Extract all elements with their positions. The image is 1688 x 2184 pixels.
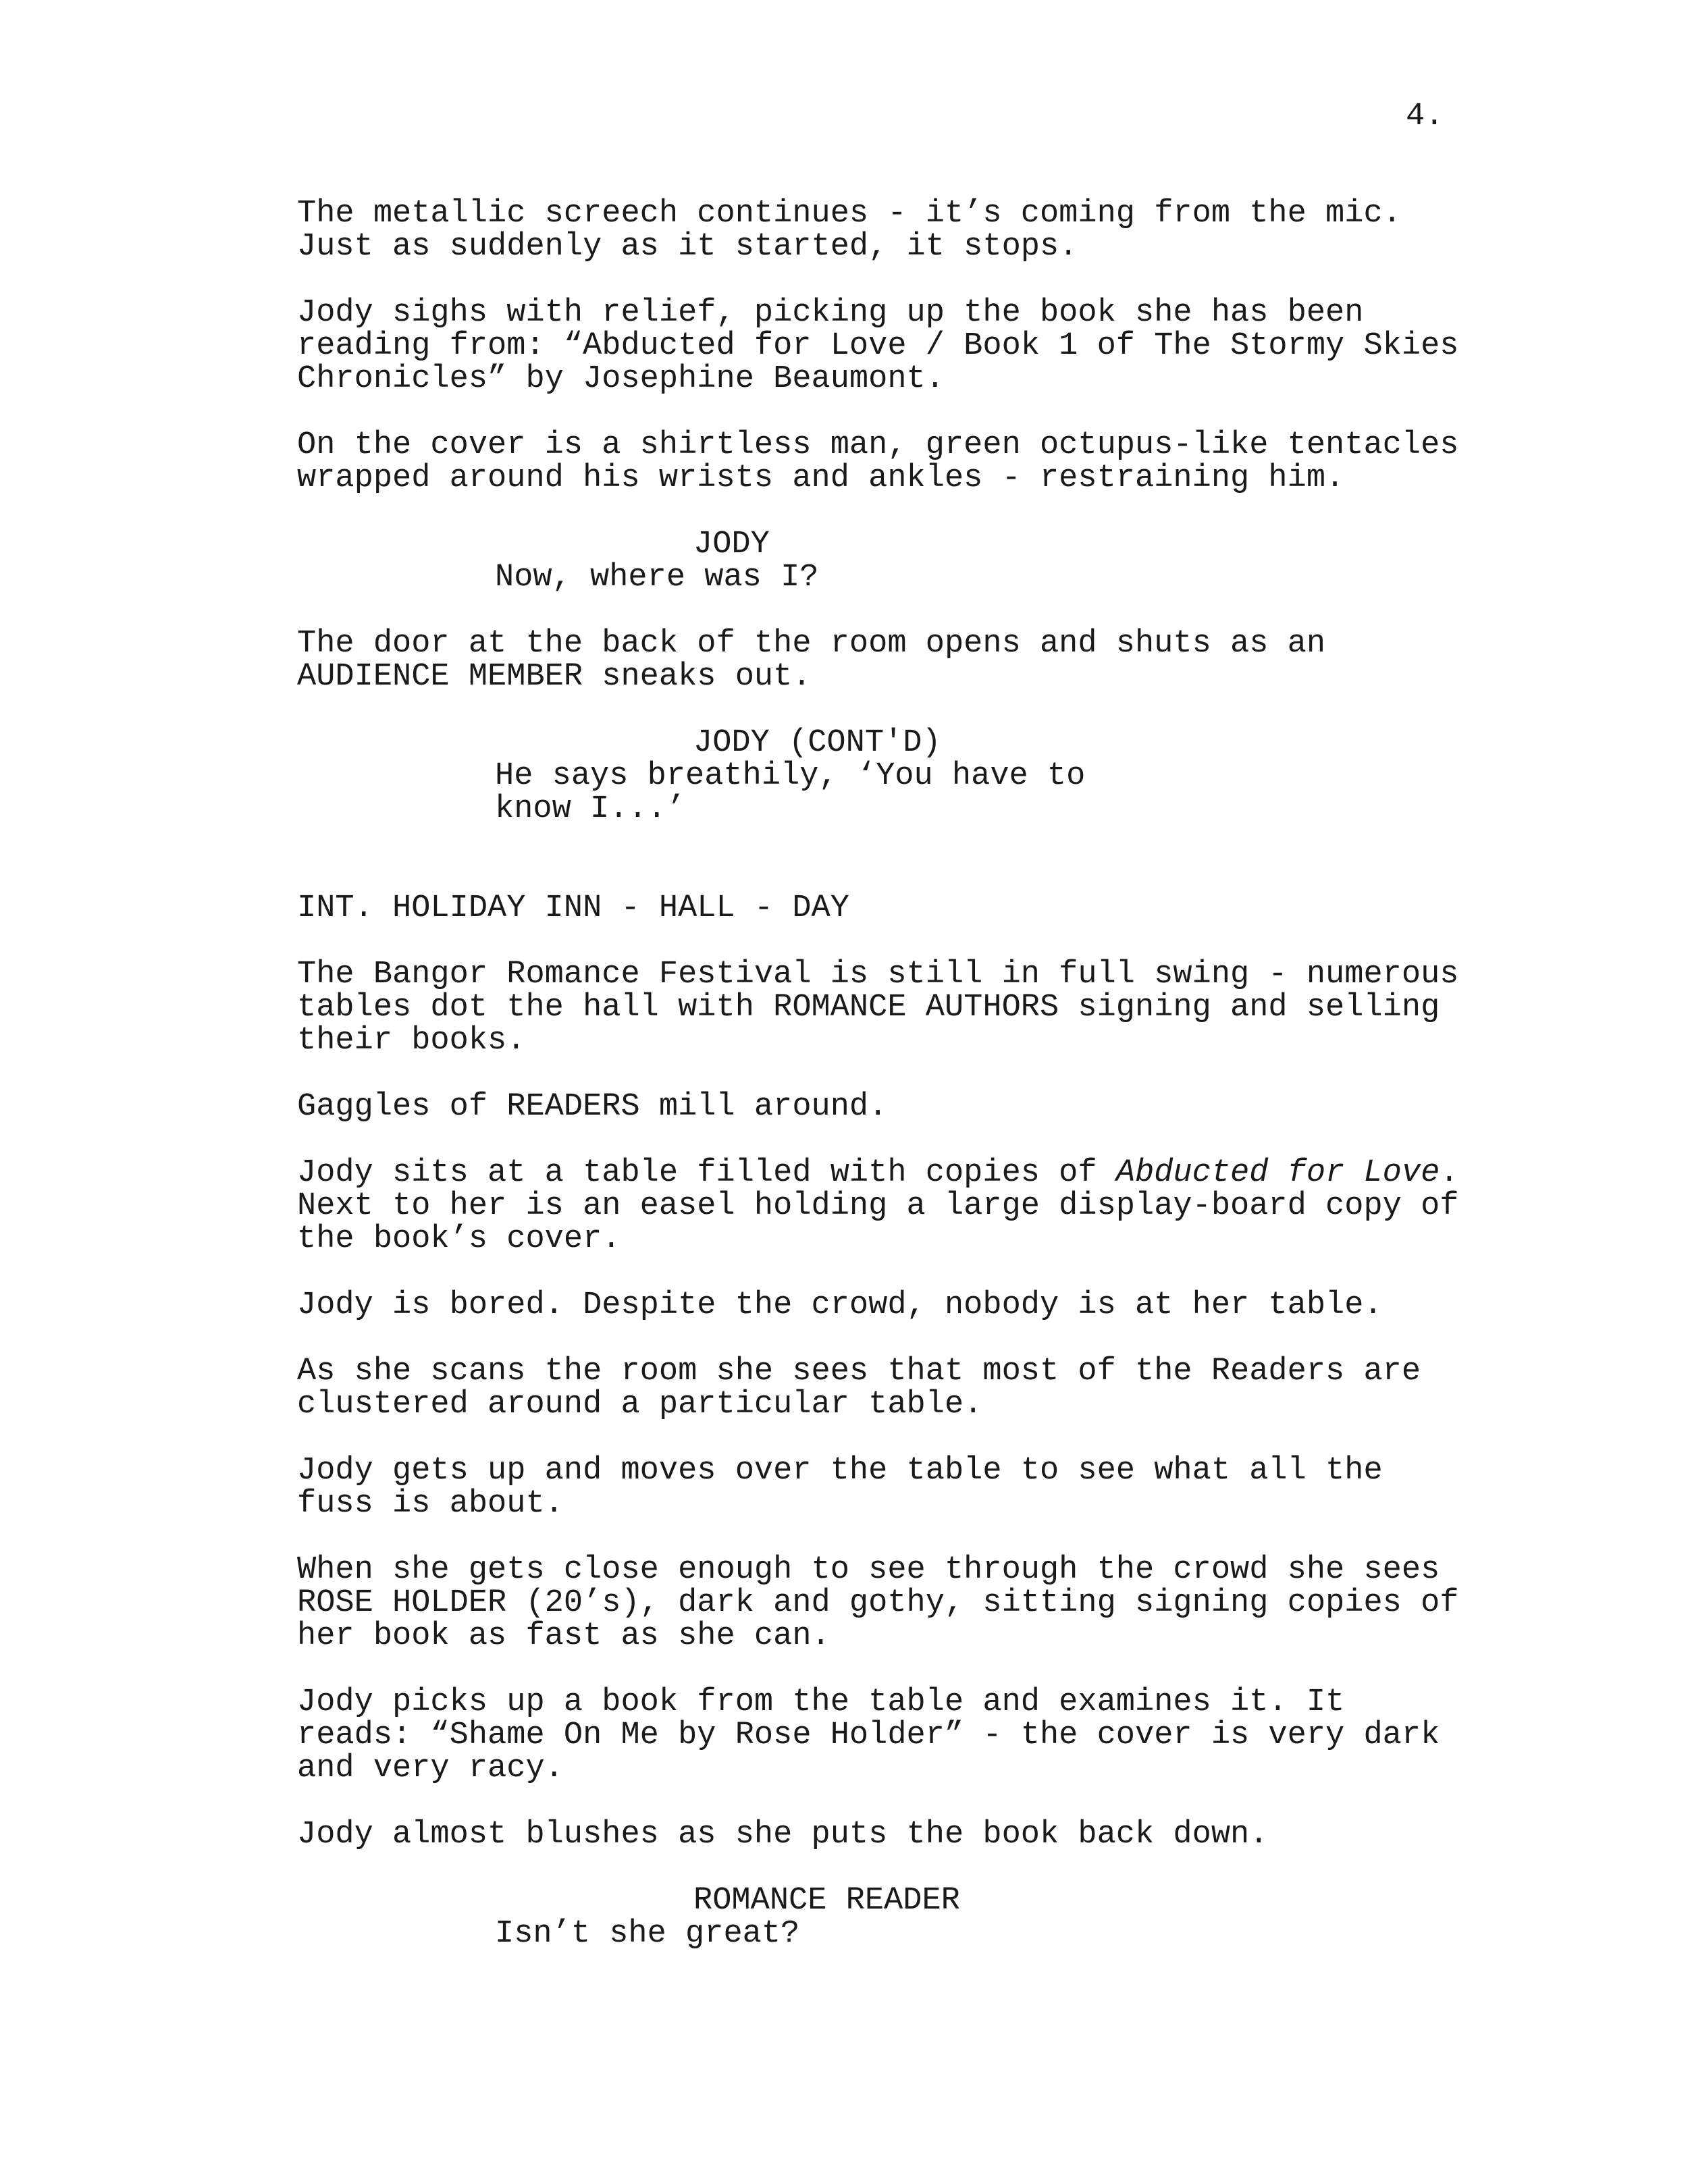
action-line: Jody picks up a book from the table and examines it. It reads: “Shame On Me by Rose Holder” - the cover is very dark and very racy. xyxy=(297,1684,1440,1786)
action-line: Jody almost blushes as she puts the book back down. xyxy=(297,1817,1269,1853)
action-line: Jody gets up and moves over the table to see what all the fuss is about. xyxy=(297,1453,1383,1522)
page-number: 4. xyxy=(1406,99,1444,134)
dialogue: He says breathily, ‘You have to know I...’ xyxy=(495,758,1086,827)
action-line: Gaggles of READERS mill around. xyxy=(297,1089,888,1125)
action-line: Jody sighs with relief, picking up the book she has been reading from: “Abducted for Love / Book 1 of The Stormy Skies Chronicles” by Josephine Beaumont. xyxy=(297,295,1459,397)
action-line: On the cover is a shirtless man, green octupus-like tentacles wrapped around his wrists and ankles - restraining him. xyxy=(297,427,1459,496)
action-line: As she scans the room she sees that most of the Readers are clustered around a particular table. xyxy=(297,1354,1421,1422)
action-line: The Bangor Romance Festival is still in full swing - numerous tables dot the hall with ROMANCE AUTHORS signing and selling their books. xyxy=(297,957,1459,1059)
dialogue: Now, where was I? xyxy=(495,560,819,595)
action-line: The metallic screech continues - it’s coming from the mic. Just as suddenly as it started, it stops. xyxy=(297,196,1402,265)
character-name: ROMANCE READER xyxy=(693,1883,960,1919)
action-line: The door at the back of the room opens and shuts as an AUDIENCE MEMBER sneaks out. xyxy=(297,626,1326,695)
dialogue: Isn’t she great? xyxy=(495,1916,800,1952)
book-title: Abducted for Love xyxy=(1115,1155,1440,1191)
action-text: Jody sits at a table filled with copies of xyxy=(297,1155,1116,1191)
character-name: JODY xyxy=(693,527,770,562)
action-line xyxy=(297,1156,1512,1256)
scene-heading: INT. HOLIDAY INN - HALL - DAY xyxy=(297,890,849,926)
script-body xyxy=(297,197,1512,1950)
character-name: JODY (CONT'D) xyxy=(693,725,941,761)
action-line: Jody is bored. Despite the crowd, nobody is at her table. xyxy=(297,1287,1383,1323)
action-text: . Next to her is an easel holding a large display-board copy of the book’s cover. xyxy=(297,1155,1459,1257)
action-line: When she gets close enough to see through the crowd she sees ROSE HOLDER (20’s), dark and gothy, sitting signing copies of her book as fast as she can. xyxy=(297,1552,1459,1654)
